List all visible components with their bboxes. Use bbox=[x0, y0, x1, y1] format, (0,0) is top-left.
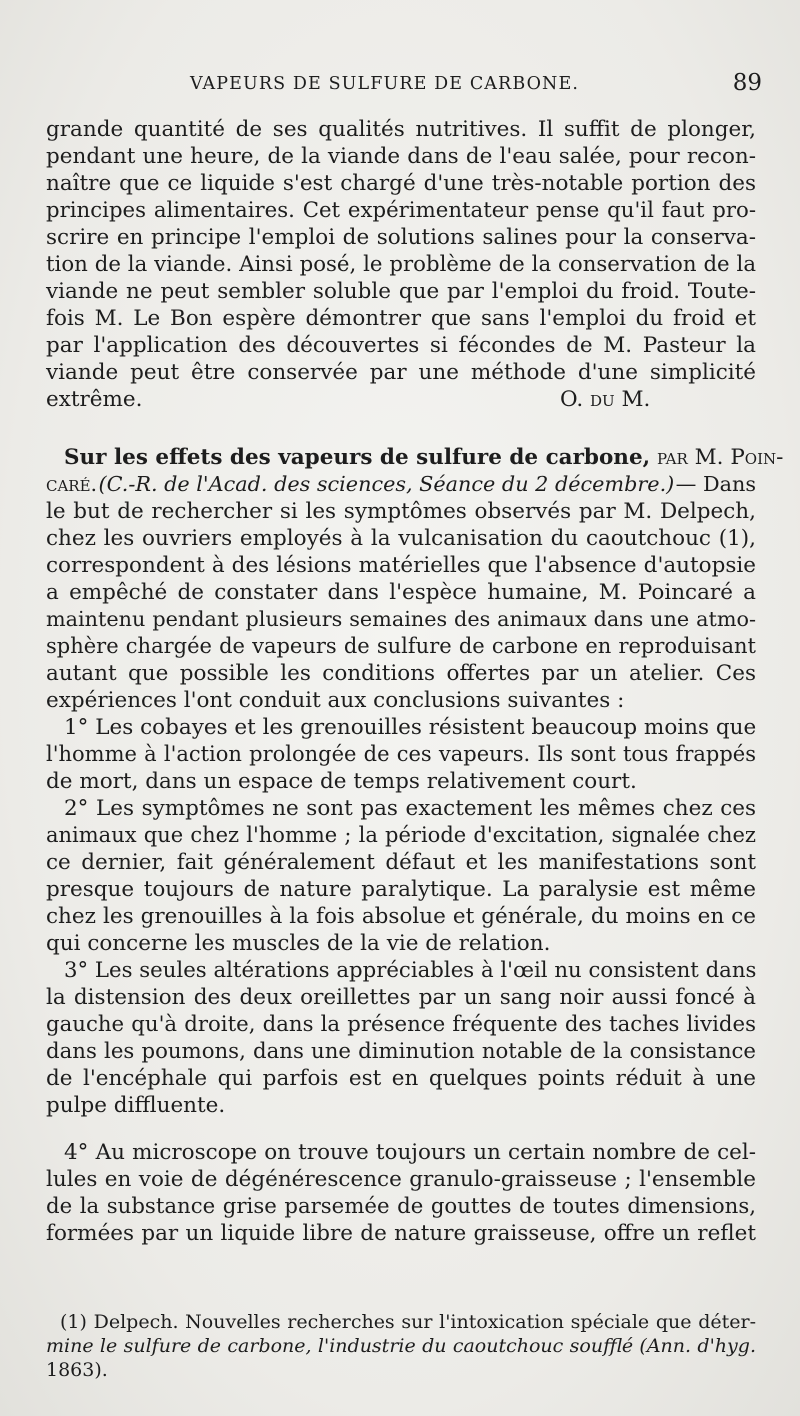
text-line: dans les poumons, dans une diminution notable de la consistance bbox=[46, 1039, 756, 1064]
text-line: expériences l'ont conduit aux conclusions suivantes : bbox=[46, 688, 625, 713]
article-heading bbox=[64, 444, 783, 471]
author-name-end: caré. bbox=[46, 472, 98, 496]
text-line: maintenu pendant plusieurs semaines des animaux dans une atmo- bbox=[46, 607, 756, 631]
article-author: par M. Poin- bbox=[656, 445, 784, 470]
page-number: 89 bbox=[732, 70, 762, 96]
text-line: chez les ouvriers employés à la vulcanisation du caoutchouc (1), bbox=[46, 526, 756, 551]
text-line: naître que ce liquide s'est chargé d'une très-notable portion des bbox=[46, 171, 756, 196]
text-line: formées par un liquide libre de nature graisseuse, offre un reflet bbox=[46, 1221, 756, 1246]
article-title: Sur les effets des vapeurs de sulfure de carbone, bbox=[64, 445, 651, 470]
text-line: gauche qu'à droite, dans la présence fréquente des taches livides bbox=[46, 1012, 756, 1037]
running-head bbox=[40, 70, 762, 100]
text-line: ce dernier, fait généralement défaut et les manifestations sont bbox=[46, 850, 756, 875]
text-line: scrire en principe l'emploi de solutions salines pour la conserva- bbox=[46, 225, 756, 250]
text-line: de mort, dans un espace de temps relativement court. bbox=[46, 769, 637, 794]
text-line: fois M. Le Bon espère démontrer que sans l'emploi du froid et bbox=[46, 306, 756, 331]
text-line: le but de rechercher si les symptômes observés par M. Delpech, bbox=[46, 499, 756, 524]
footnote-line: (1) Delpech. Nouvelles recherches sur l'intoxication spéciale que déter- bbox=[60, 1311, 756, 1333]
text-line: de l'encéphale qui parfois est en quelques points réduit à une bbox=[46, 1066, 756, 1091]
text-line: pulpe diffluente. bbox=[46, 1093, 226, 1118]
text-line: viande ne peut sembler soluble que par l'emploi du froid. Toute- bbox=[46, 279, 756, 304]
running-title: VAPEURS DE SULFURE DE CARBONE. bbox=[190, 74, 579, 94]
text-line: 2° Les symptômes ne sont pas exactement les mêmes chez ces bbox=[64, 796, 756, 821]
text-line: 1° Les cobayes et les grenouilles résistent beaucoup moins que bbox=[64, 715, 757, 740]
text-line: autant que possible les conditions offertes par un atelier. Ces bbox=[46, 661, 756, 686]
text-line: qui concerne les muscles de la vie de relation. bbox=[46, 931, 551, 956]
text-line: a empêché de constater dans l'espèce humaine, M. Poincaré a bbox=[46, 580, 756, 605]
text-line: tion de la viande. Ainsi posé, le problème de la conservation de la bbox=[46, 252, 756, 277]
text-line: chez les grenouilles à la fois absolue et générale, du moins en ce bbox=[46, 904, 756, 929]
text-line: 4° Au microscope on trouve toujours un certain nombre de cel- bbox=[64, 1140, 756, 1165]
text-line: animaux que chez l'homme ; la période d'excitation, signalée chez bbox=[46, 823, 756, 847]
text-fragment: — Dans bbox=[675, 472, 756, 496]
footnote-line: 1863). bbox=[46, 1359, 108, 1381]
text-line: l'homme à l'action prolongée de ces vapeurs. Ils sont tous frappés bbox=[46, 742, 756, 766]
author-signature: O. du M. bbox=[560, 387, 651, 412]
article-source-line bbox=[46, 471, 756, 498]
text-line: extrême. bbox=[46, 387, 143, 412]
text-line: sphère chargée de vapeurs de sulfure de carbone en reproduisant bbox=[46, 634, 756, 658]
text-line: correspondent à des lésions matérielles que l'absence d'autopsie bbox=[46, 553, 756, 578]
text-line: la distension des deux oreillettes par un sang noir aussi foncé à bbox=[46, 985, 756, 1010]
text-line: par l'application des découvertes si fécondes de M. Pasteur la bbox=[46, 333, 756, 358]
text-line: pendant une heure, de la viande dans de l'eau salée, pour recon- bbox=[46, 144, 756, 169]
text-line: lules en voie de dégénérescence granulo-graisseuse ; l'ensemble bbox=[46, 1167, 756, 1192]
text-line: viande peut être conservée par une méthode d'une simplicité bbox=[46, 360, 756, 385]
article-source: (C.-R. de l'Acad. des sciences, Séance du 2 décembre.) bbox=[98, 472, 675, 496]
text-line: principes alimentaires. Cet expérimentateur pense qu'il faut pro- bbox=[46, 198, 756, 223]
footnote-line: mine le sulfure de carbone, l'industrie du caoutchouc soufflé (Ann. d'hyg. bbox=[46, 1335, 756, 1357]
text-line: grande quantité de ses qualités nutritives. Il suffit de plonger, bbox=[46, 117, 756, 142]
text-line: de la substance grise parsemée de gouttes de toutes dimensions, bbox=[46, 1194, 756, 1219]
text-line: 3° Les seules altérations appréciables à l'œil nu consistent dans bbox=[64, 958, 757, 983]
text-line: presque toujours de nature paralytique. La paralysie est même bbox=[46, 877, 756, 902]
